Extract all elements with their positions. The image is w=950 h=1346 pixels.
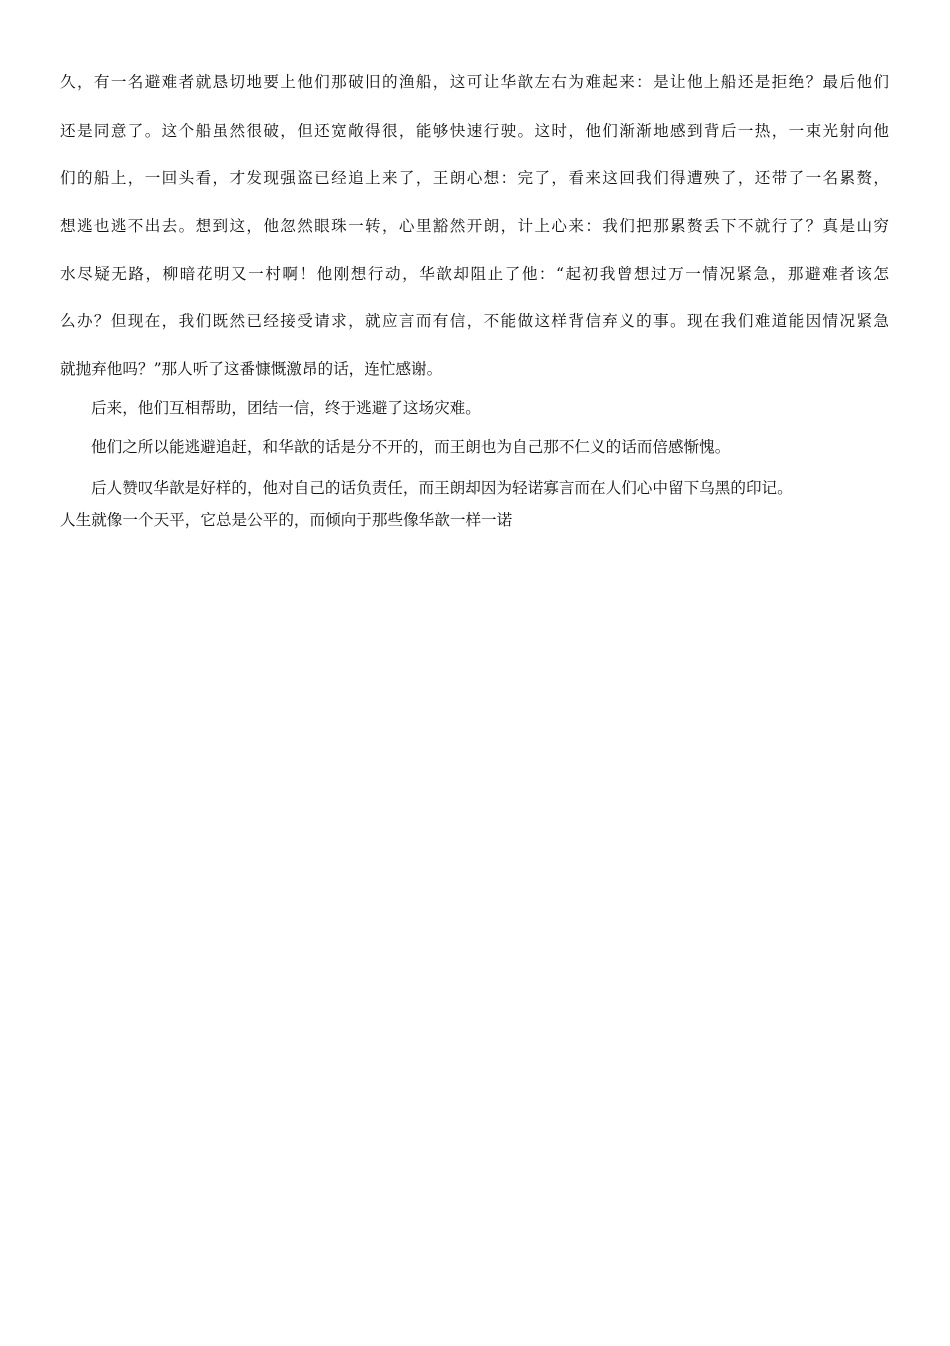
paragraph-1-line-1: 久，有一名避难者就恳切地要上他们那破旧的渔船，这可让华歆左右为难起来：是让他上船还是拒绝？最后他们 bbox=[60, 73, 889, 91]
paragraph-3: 他们之所以能逃避追赶，和华歆的话是分不开的，而王朗也为自己那不仁义的话而倍感惭愧。 bbox=[91, 438, 731, 456]
paragraph-1-line-3: 们的船上，一回头看，才发现强盗已经追上来了，王朗心想：完了，看来这回我们得遭殃了，还带了一名累赘， bbox=[60, 169, 889, 187]
paragraph-1-line-5: 水尽疑无路，柳暗花明又一村啊！他刚想行动，华歆却阻止了他：“起初我曾想过万一情况紧急，那避难者该怎 bbox=[60, 265, 889, 283]
paragraph-1-line-2: 还是同意了。这个船虽然很破，但还宽敞得很，能够快速行驶。这时，他们渐渐地感到背后一热，一束光射向他 bbox=[60, 122, 889, 140]
paragraph-5: 人生就像一个天平，它总是公平的，而倾向于那些像华歆一样一诺 bbox=[60, 511, 513, 529]
paragraph-1-line-4: 想逃也逃不出去。想到这，他忽然眼珠一转，心里豁然开朗，计上心来：我们把那累赘丢下不就行了？真是山穷 bbox=[60, 217, 889, 235]
paragraph-1-line-7: 就抛弃他吗？”那人听了这番慷慨激昂的话，连忙感谢。 bbox=[60, 360, 443, 378]
paragraph-2: 后来，他们互相帮助，团结一信，终于逃避了这场灾难。 bbox=[91, 399, 481, 417]
paragraph-4: 后人赞叹华歆是好样的，他对自己的话负责任，而王朗却因为轻诺寡言而在人们心中留下乌黑的印记。 bbox=[91, 479, 793, 497]
paragraph-1-line-6: 么办？但现在，我们既然已经接受请求，就应言而有信，不能做这样背信弃义的事。现在我们难道能因情况紧急 bbox=[60, 312, 889, 330]
